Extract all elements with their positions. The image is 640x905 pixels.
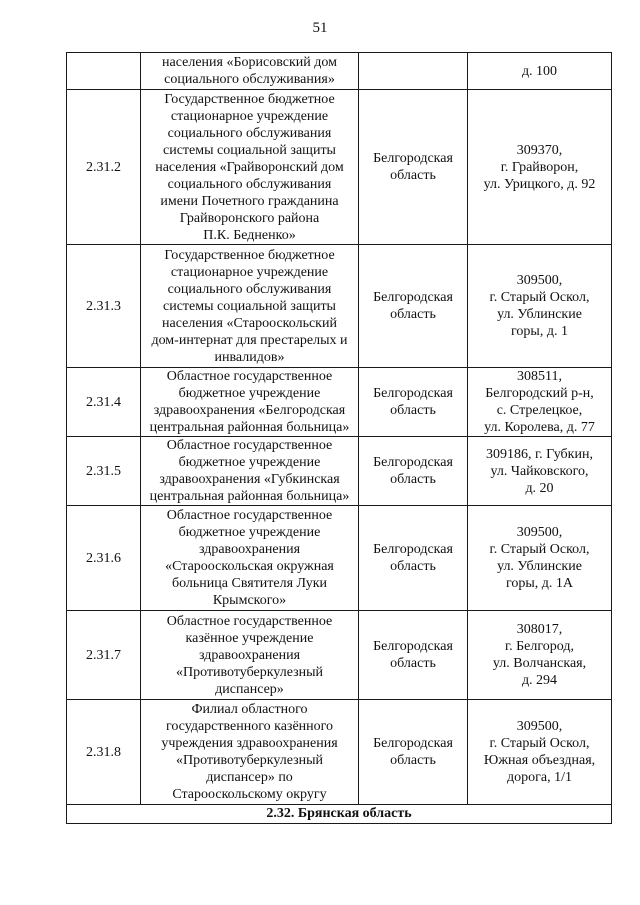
row-number: 2.31.5 (67, 437, 141, 506)
region: Белгородская область (359, 611, 468, 700)
institution-name: населения «Борисовский дом социального обслуживания» (141, 53, 359, 90)
region: Белгородская область (359, 368, 468, 437)
institution-name: Областное государственное бюджетное учреждение здравоохранения «Старооскольская окружная больница Святителя Луки Крымского» (141, 506, 359, 611)
table-row (67, 700, 612, 805)
row-number: 2.31.6 (67, 506, 141, 611)
region (359, 53, 468, 90)
address: 309370, г. Грайворон, ул. Урицкого, д. 92 (468, 90, 612, 245)
institution-name: Государственное бюджетное стационарное учреждение социального обслуживания системы социальной защиты населения «Грайворонский дом социального обслуживания имени Почетного гражданина Грайворонского района П.К. Бедненко» (141, 90, 359, 245)
address: 309500, г. Старый Оскол, Южная объездная, дорога, 1/1 (468, 700, 612, 805)
section-header: 2.32. Брянская область (67, 805, 612, 824)
institution-name: Областное государственное казённое учреждение здравоохранения «Противотуберкулезный диспансер» (141, 611, 359, 700)
page-number: 51 (312, 20, 328, 36)
institution-name: Государственное бюджетное стационарное учреждение социального обслуживания системы социальной защиты населения «Старооскольский дом-интернат для престарелых и инвалидов» (141, 245, 359, 368)
row-number: 2.31.3 (67, 245, 141, 368)
institution-name: Областное государственное бюджетное учреждение здравоохранения «Белгородская центральная районная больница» (141, 368, 359, 437)
row-number: 2.31.8 (67, 700, 141, 805)
address: 308511, Белгородский р-н, с. Стрелецкое, ул. Королева, д. 77 (468, 368, 612, 437)
address: д. 100 (468, 53, 612, 90)
table-row (67, 506, 612, 611)
facilities-table (66, 52, 612, 824)
section-header-row (67, 805, 612, 824)
institution-name: Филиал областного государственного казённого учреждения здравоохранения «Противотуберкулезный диспансер» по Старооскольскому округу (141, 700, 359, 805)
row-number: 2.31.7 (67, 611, 141, 700)
table-row (67, 611, 612, 700)
region: Белгородская область (359, 245, 468, 368)
row-number: 2.31.4 (67, 368, 141, 437)
address: 309500, г. Старый Оскол, ул. Ублинские горы, д. 1А (468, 506, 612, 611)
region: Белгородская область (359, 506, 468, 611)
address: 309500, г. Старый Оскол, ул. Ублинские горы, д. 1 (468, 245, 612, 368)
row-number: 2.31.2 (67, 90, 141, 245)
table-row (67, 368, 612, 437)
address: 308017, г. Белгород, ул. Волчанская, д. 294 (468, 611, 612, 700)
row-number (67, 53, 141, 90)
address: 309186, г. Губкин, ул. Чайковского, д. 20 (468, 437, 612, 506)
table-row (67, 90, 612, 245)
region: Белгородская область (359, 437, 468, 506)
region: Белгородская область (359, 90, 468, 245)
table-row (67, 245, 612, 368)
region: Белгородская область (359, 700, 468, 805)
table-row (67, 53, 612, 90)
table-row (67, 437, 612, 506)
institution-name: Областное государственное бюджетное учреждение здравоохранения «Губкинская центральная районная больница» (141, 437, 359, 506)
